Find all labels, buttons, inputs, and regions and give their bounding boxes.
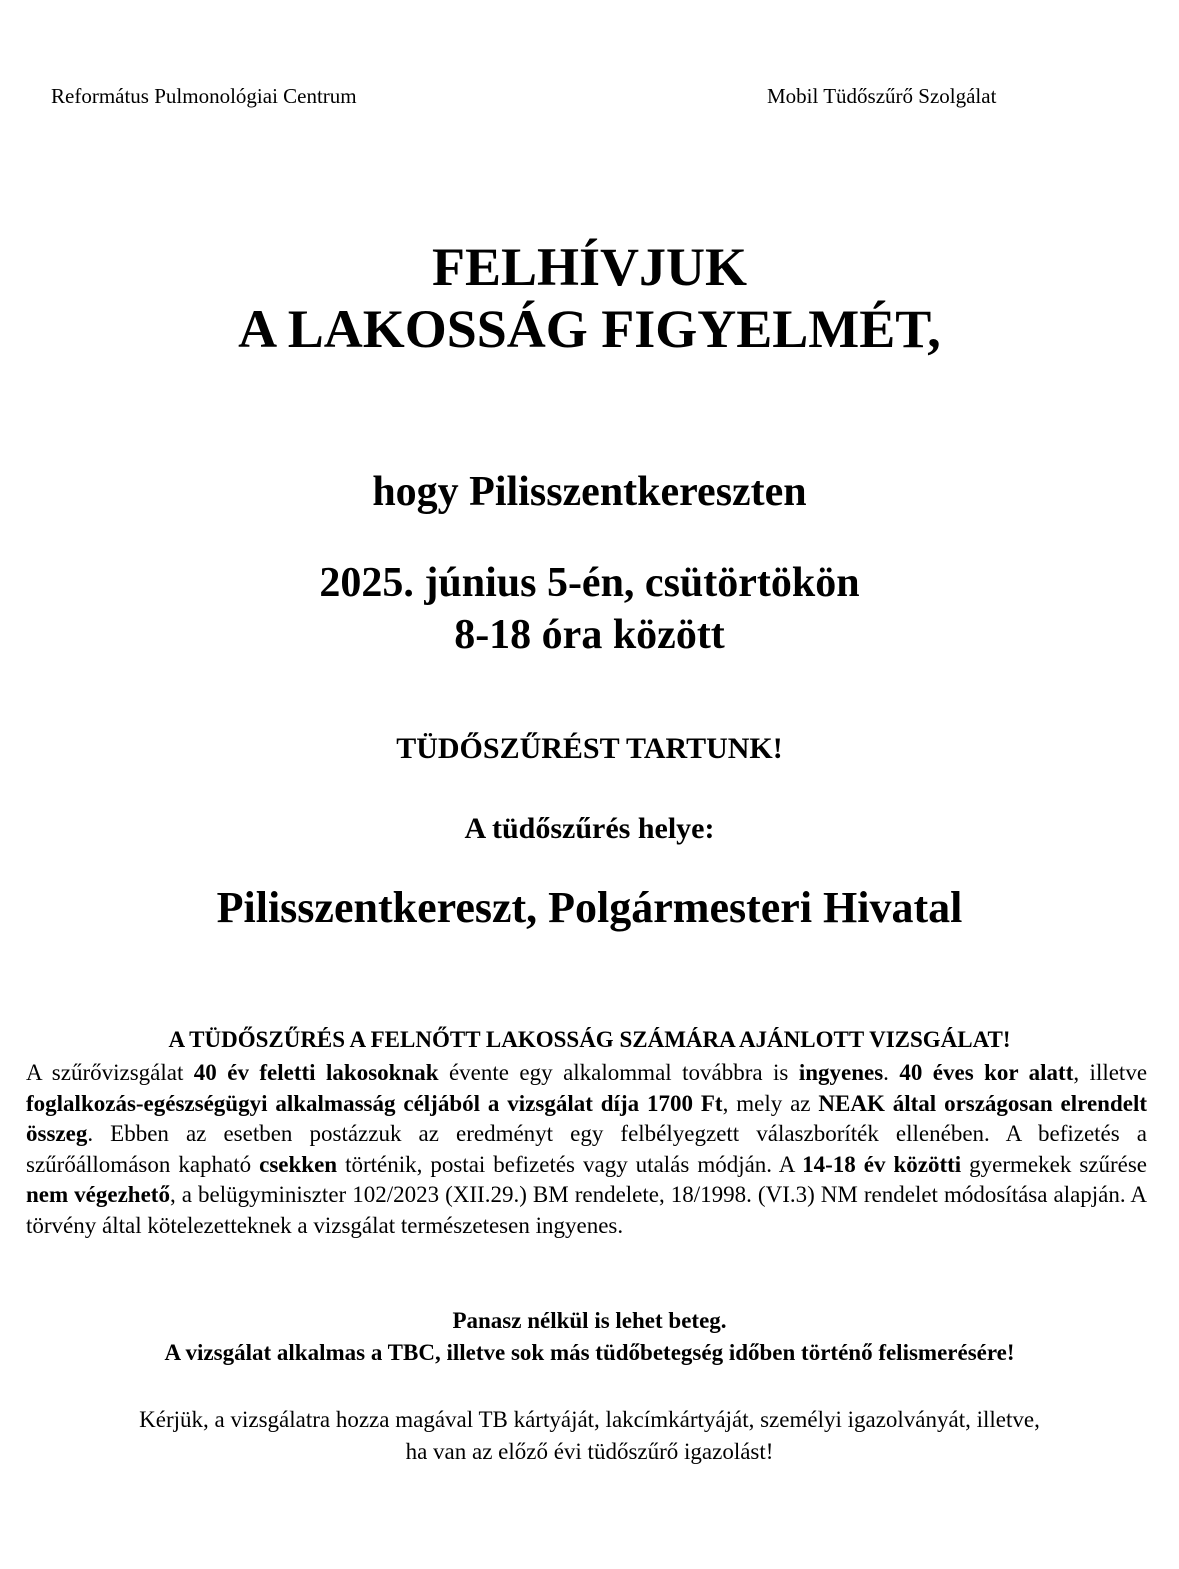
announcement: TÜDŐSZŰRÉST TARTUNK! (396, 732, 783, 765)
closing-line-2: A vizsgálat alkalmas a TBC, illetve sok más tüdőbetegség időben történő felismerésére! (164, 1340, 1015, 1365)
text: , illetve (1073, 1060, 1148, 1085)
text: történik, postai befizetés vagy utalás módján. A (337, 1151, 803, 1177)
bold-text: ingyenes (798, 1060, 884, 1085)
request-line-1: Kérjük, a vizsgálatra hozza magával TB kártyáját, lakcímkártyáját, személyi igazolványát, illetve, (139, 1407, 1040, 1432)
notice-heading: A TÜDŐSZŰRÉS A FELNŐTT LAKOSSÁG SZÁMÁRA AJÁNLOTT VIZSGÁLAT! (168, 1027, 1011, 1052)
place: Pilisszentkereszt, Polgármesteri Hivatal (216, 883, 963, 932)
bold-text: nem végezhető (26, 1182, 170, 1207)
text: A szűrővizsgálat (26, 1060, 194, 1085)
bold-text: 14-18 év közötti (802, 1151, 962, 1177)
title-line-1: FELHÍVJUK (431, 237, 748, 297)
closing-statement (0, 1305, 1179, 1369)
event-date: 2025. június 5-én, csütörtökön (319, 560, 860, 606)
bold-text: 40 éves kor alatt (899, 1060, 1074, 1085)
closing-line-1: Panasz nélkül is lehet beteg. (452, 1308, 727, 1333)
bold-text: NEAK által országosan elrendelt összeg (26, 1090, 1147, 1146)
event-time: 8-18 óra között (454, 612, 725, 658)
text: , a belügyminiszter 102/2023 (XII.29.) BM rendelete, 18/1998. (VI.3) NM rendelet módosítása alapján. A törvény által kötelezetteknek a vizsgálat természetesen ingyenes. (26, 1182, 1148, 1238)
bold-text: csekken (259, 1151, 338, 1177)
documents-request (0, 1404, 1179, 1468)
organization-name: Református Pulmonológiai Centrum (51, 84, 357, 108)
text: évente egy alkalommal továbbra is (438, 1060, 799, 1085)
request-line-2: ha van az előző évi tüdőszűrő igazolást! (405, 1439, 774, 1464)
info-paragraph (26, 1058, 1147, 1241)
location-intro: hogy Pilisszentkereszten (372, 469, 807, 515)
page-title (0, 236, 1179, 360)
bold-text: foglalkozás-egészségügyi alkalmasság céljából a vizsgálat díja 1700 Ft (26, 1090, 723, 1116)
text: . (883, 1060, 900, 1085)
bold-text: 40 év feletti lakosoknak (193, 1060, 439, 1085)
text: gyermekek szűrése (961, 1151, 1148, 1177)
text: . Ebben az esetben postázzuk az eredményt egy felbélyegzett válaszboríték ellenében. A befizetés a szűrőállomáson kapható (26, 1121, 1147, 1177)
event-datetime (0, 557, 1179, 661)
title-line-2: A LAKOSSÁG FIGYELMÉT, (238, 299, 941, 359)
service-name: Mobil Tüdőszűrő Szolgálat (767, 84, 997, 108)
place-label: A tüdőszűrés helye: (464, 812, 715, 845)
text: , mely az (722, 1090, 819, 1116)
